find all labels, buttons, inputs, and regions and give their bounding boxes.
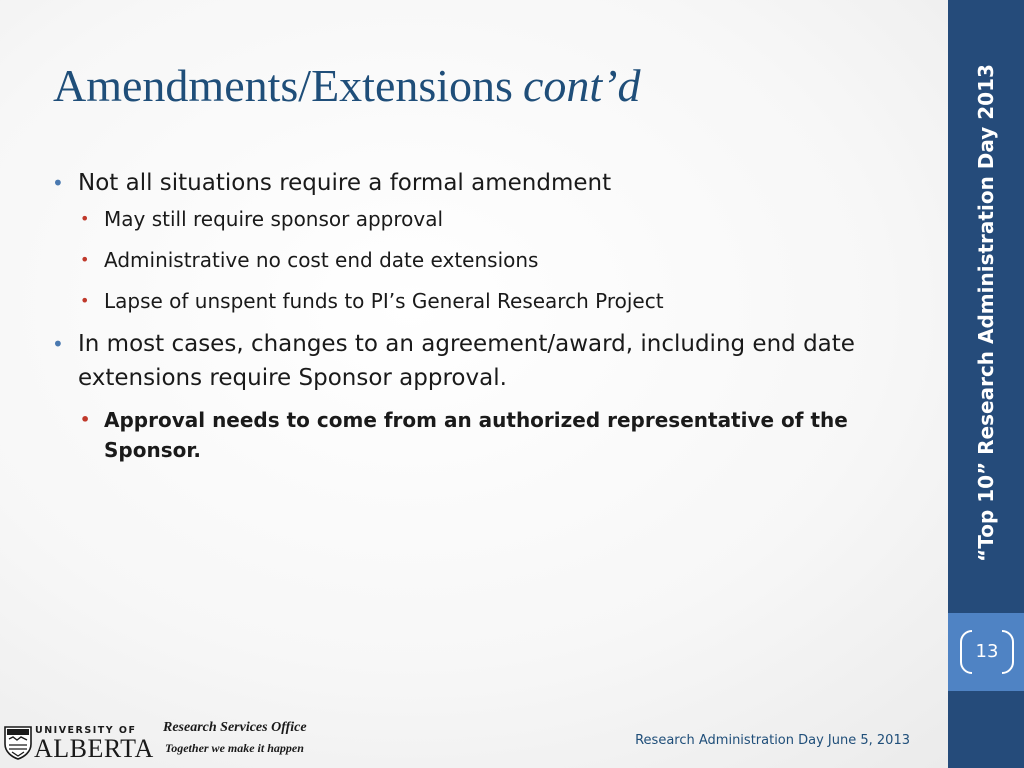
sub-bullet-text: Lapse of unspent funds to PI’s General Research Project: [104, 289, 664, 313]
sidebar-title: “Top 10” Research Administration Day 2013: [974, 64, 998, 562]
bullet-item: [52, 327, 912, 395]
sub-bullet-item: [80, 286, 912, 316]
sub-bullet-text: Administrative no cost end date extensions: [104, 248, 539, 272]
university-logo: [4, 722, 154, 762]
sub-bullet-item: [80, 405, 912, 465]
sub-bullet-dot: •: [80, 250, 90, 269]
bullet-item: [52, 166, 912, 200]
footer-text: Research Administration Day June 5, 2013: [635, 733, 910, 748]
logo-main-text: ALBERTA: [34, 734, 154, 763]
sub-bullet-dot: •: [80, 291, 90, 310]
title-italic: cont’d: [522, 60, 641, 111]
bullet-text: In most cases, changes to an agreement/award, including end date extensions require Sponsor approval.: [78, 331, 855, 391]
sub-bullet-text: Approval needs to come from an authorized representative of the Sponsor.: [104, 408, 848, 462]
sub-bullet-dot: •: [80, 410, 91, 429]
bullet-text: Not all situations require a formal amendment: [78, 170, 612, 196]
crest-icon: [4, 726, 32, 760]
bullet-dot: •: [52, 332, 64, 356]
sub-bullet-item: [80, 245, 912, 275]
office-tagline: Together we make it happen: [165, 741, 304, 755]
office-name: Research Services Office: [163, 720, 307, 735]
sub-bullet-item: [80, 204, 912, 234]
bullet-dot: •: [52, 171, 64, 195]
logo-top-text: UNIVERSITY OF: [35, 725, 137, 736]
page-number: 13: [975, 641, 999, 662]
content-area: [52, 166, 912, 476]
slide-title: [53, 58, 640, 114]
sub-bullet-text: May still require sponsor approval: [104, 207, 444, 231]
title-main: Amendments/Extensions: [53, 60, 513, 111]
sub-bullet-dot: •: [80, 209, 90, 228]
